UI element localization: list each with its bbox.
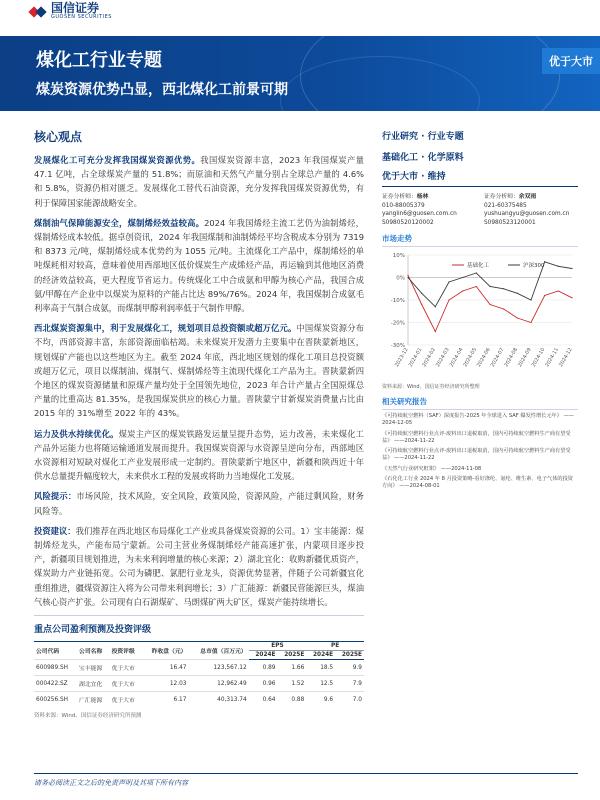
- report-category: 行业研究 · 行业专题: [382, 132, 464, 142]
- table-cell-eps1: 0.96: [249, 676, 278, 692]
- related-report-item[interactable]: 《可持续航空燃料行业点评-废料出口退税取消，国内可持续航空燃料生产商有望受益》 ——2024-11-22: [382, 430, 571, 444]
- paragraph-text: 市场风险，技术风险，安全风险，政策风险，资源风险，产能过剩风险，财务风险等。: [34, 491, 364, 516]
- market-trend-heading: 市场走势: [382, 233, 578, 247]
- industry-category: 基础化工 · 化学原料: [382, 153, 464, 163]
- x-tick-label: 2023-12: [394, 347, 410, 369]
- title-banner: [0, 36, 600, 111]
- table-body: [34, 660, 364, 708]
- table-cell-eps1: 0.64: [249, 692, 278, 708]
- table-row: [34, 692, 364, 708]
- analyst-license: S0980523120001: [484, 219, 536, 226]
- table-cell-name: 湖北宜化: [77, 676, 110, 692]
- table-source-note: 资料来源：Wind、国信证券经济研究所预测: [34, 713, 142, 720]
- analyst-email[interactable]: yushuangyu@guosen.com.cn: [484, 211, 570, 217]
- series-line-0: [408, 275, 572, 331]
- analyst-name: 杨林: [416, 194, 429, 200]
- data-point: [435, 331, 436, 332]
- investment-rating: 优于大市 · 维持: [382, 172, 446, 182]
- paragraph-lead: 投资建议：: [34, 525, 76, 536]
- table-cell-price: 12.03: [142, 676, 188, 692]
- paragraph: [34, 321, 364, 420]
- paragraph-lead: 运力及供水持续优化。: [34, 428, 119, 439]
- paragraph: [34, 489, 364, 517]
- x-tick-label: 2024-06: [476, 347, 492, 369]
- col-header-eps: EPS: [249, 642, 307, 651]
- chart-source-note: 资料来源：Wind、国信证券经济研究所整理: [382, 384, 480, 390]
- data-point: [435, 306, 436, 307]
- table-cell-code: 600989.SH: [34, 660, 77, 676]
- chart-svg: [382, 249, 578, 377]
- data-point: [476, 272, 477, 273]
- col-header-name: 公司名称: [77, 642, 110, 660]
- table-cell-rating: 优于大市: [110, 660, 143, 676]
- table-cell-pe2: 7.9: [335, 676, 364, 692]
- table-cell-pe2: 7.0: [335, 692, 364, 708]
- table-cell-eps1: 0.89: [249, 660, 278, 676]
- paragraph-text: 我们推荐在西北地区布局煤化工产业或具备煤炭资源的公司。1）宝丰能源：煤制烯烃龙头，产能布局宁蒙新。公司主营业务煤制烯烃产能高速扩张，内蒙项目逐步投产，新疆项目规划推进，为未来利润增量的核心来源；2）湖北宜化：收购新疆优质资产，煤炭助力产业链拓宽。公司为磷肥、氯肥行业龙头，资源优势显著，伴随子公司新疆宜化重组推进，疆煤资源注入将为公司带来利润增长；3）广汇能源：新疆民营能源巨头，煤油气核心资产扩张。公司现有白石湖煤矿、马朗煤矿两大矿区，煤炭产能持续增长。: [34, 525, 364, 607]
- divider: [382, 186, 578, 187]
- data-point: [476, 286, 477, 287]
- y-tick-label: -20%: [390, 320, 405, 327]
- rating-tag: 优于大市: [542, 48, 600, 74]
- logo-english-name: GUOSEN SECURITIES: [51, 14, 112, 20]
- forecast-table: [34, 641, 364, 707]
- col-header-eps-2025: 2025E: [278, 651, 307, 660]
- sidebar-info: [382, 131, 578, 494]
- data-point: [503, 288, 504, 289]
- company-logo: [30, 2, 112, 21]
- data-point: [571, 268, 572, 269]
- paragraph-text: 煤炭主产区的煤炭铁路发运量呈提升态势，运力改善，未来煤化工产品外运能力也将随运输通道发展而提升。我国煤炭资源与水资源呈逆向分布，西部地区水资源相对短缺对煤化工产业发展形成一定制约。晋陕蒙新宁地区中，新疆和陕西近十年供水总量提升幅度较大，未来供水工程的发展或将助力当地煤化工发展。: [34, 428, 364, 482]
- related-reports-heading: 相关研究报告: [382, 396, 578, 410]
- table-cell-pe1: 9.6: [306, 692, 335, 708]
- x-tick-label: 2024-03: [435, 347, 451, 369]
- related-report-item[interactable]: 《天然气行业研究框架》 ——2024-11-08: [382, 465, 482, 472]
- table-cell-code: 000422.SZ: [34, 676, 77, 692]
- x-tick-label: 2024-08: [503, 347, 520, 369]
- data-point: [517, 317, 518, 318]
- logo-mark-icon: [30, 5, 46, 19]
- related-report-item[interactable]: 《石化化工行业 2024 年 8 月投资策略-看好涤纶、氨纶、维生素、电子气体的投资方向》 ——2024-08-01: [382, 476, 573, 490]
- y-tick-label: 10%: [392, 253, 405, 259]
- paragraph-lead: 西北煤炭资源集中，利于发展煤化工，规划项目总投资额或超万亿元。: [34, 323, 297, 334]
- x-tick-label: 2024-01: [407, 347, 424, 369]
- col-header-price: 昨收盘（元）: [142, 642, 188, 660]
- table-cell-name: 广汇能源: [77, 692, 110, 708]
- analyst-license: S0980520120002: [382, 219, 434, 226]
- y-tick-label: -30%: [390, 343, 405, 349]
- analyst-name: 余双雨: [518, 194, 537, 200]
- col-header-pe: PE: [306, 642, 364, 651]
- col-header-code: 公司代码: [34, 642, 77, 660]
- analyst-card: [382, 193, 476, 227]
- table-cell-name: 宝丰能源: [77, 660, 110, 676]
- footer-divider: [34, 773, 578, 774]
- table-cell-mcap: 40,313.74: [188, 692, 248, 708]
- y-tick-label: 0%: [396, 275, 405, 282]
- analyst-phone: 021-60375485: [484, 202, 527, 209]
- table-cell-mcap: 12,962.49: [188, 676, 248, 692]
- data-point: [544, 295, 545, 296]
- table-title: 重点公司盈利预测及投资评级: [34, 625, 152, 636]
- data-point: [530, 322, 531, 323]
- analyst-label: 证券分析师：: [382, 194, 417, 200]
- logo-name: 国信证券: [51, 1, 100, 15]
- x-tick-label: 2024-10: [530, 347, 547, 369]
- x-tick-label: 2024-02: [421, 347, 438, 369]
- col-header-pe-2024: 2024E: [306, 651, 335, 660]
- report-title: 煤化工行业专题: [36, 50, 162, 71]
- disclaimer-note: 请务必阅读正文之后的免责声明及其项下所有内容: [34, 779, 188, 787]
- data-point: [407, 275, 408, 276]
- table-cell-pe1: 18.5: [306, 660, 335, 676]
- paragraph: [34, 427, 364, 484]
- paragraph-list: [34, 153, 364, 609]
- paragraph-text: 2024 年我国烯烃主流工艺仍为油制烯烃，煤制烯烃成本较低。据卓创资讯，2024 年我国煤制和油制烯烃平均含税成本分别为 7319 和 8373 元/吨，煤制烯烃成本优势约为 1055 元/吨。主流煤化工产品中，煤制烯烃的单吨煤耗相对较高，意味着使用西部地区低价煤炭生产成烯烃产品，再运输到其他地区消费的经济效益较高，更大程度节省运力。传统煤化工中合成氨和甲醇为核心产品，我国合成氨/甲醇在产企业中以煤炭为原料的产能占比达 89%/76%。2024 年，我国煤制合成氨毛利率高于气制合成氨，而煤制甲醇利润率低于气制作甲醇。: [34, 217, 364, 314]
- data-point: [489, 286, 490, 287]
- legend-label: 沪深300: [523, 263, 545, 269]
- x-tick-label: 2024-12: [558, 347, 574, 369]
- table-cell-eps2: 0.88: [278, 692, 307, 708]
- data-point: [517, 293, 518, 294]
- table-cell-mcap: 123,567.12: [188, 660, 248, 676]
- paragraph-lead: 风险提示：: [34, 491, 77, 502]
- x-tick-label: 2024-04: [448, 347, 465, 369]
- data-point: [462, 277, 463, 278]
- data-point: [489, 304, 490, 305]
- paragraph-lead: 发展煤化工可充分发挥我国煤炭资源优势。: [34, 155, 201, 165]
- related-reports-list: [382, 413, 578, 491]
- data-point: [462, 290, 463, 291]
- data-point: [571, 297, 572, 298]
- col-header-pe-2025: 2025E: [335, 651, 364, 660]
- data-point: [421, 293, 422, 294]
- table-cell-eps2: 1.66: [278, 660, 307, 676]
- table-cell-code: 600256.SH: [34, 692, 77, 708]
- table-row: [34, 660, 364, 676]
- x-tick-label: 2024-07: [489, 347, 506, 369]
- paragraph: [34, 153, 364, 210]
- paragraph: [34, 524, 364, 609]
- data-point: [558, 290, 559, 291]
- core-views-section: [34, 128, 364, 719]
- table-cell-pe1: 12.5: [306, 676, 335, 692]
- analyst-list: [382, 193, 578, 227]
- y-tick-label: -10%: [390, 298, 405, 304]
- related-report-item[interactable]: 《可持续航空燃料（SAF）深度报告-2025 年全球进入 SAF 爆发性增长元年》 ——2024-12-05: [382, 413, 574, 427]
- analyst-phone: 010-88005379: [382, 202, 425, 209]
- analyst-label: 证券分析师：: [484, 194, 519, 200]
- data-point: [407, 277, 408, 278]
- report-subtitle: 煤炭资源优势凸显，西北煤化工前景可期: [36, 82, 288, 98]
- paragraph: [34, 216, 364, 315]
- col-header-mcap: 总市值（百万元）: [188, 642, 248, 660]
- x-tick-label: 2024-05: [462, 347, 479, 369]
- table-cell-rating: 优于大市: [110, 676, 143, 692]
- col-header-eps-2024: 2024E: [249, 651, 278, 660]
- data-point: [558, 266, 559, 267]
- analyst-email[interactable]: yanglin6@guosen.com.cn: [382, 211, 457, 217]
- data-point: [421, 304, 422, 305]
- x-tick-label: 2024-11: [544, 347, 561, 369]
- table-cell-price: 16.47: [142, 660, 188, 676]
- data-point: [530, 299, 531, 300]
- market-trend-chart: [382, 249, 578, 381]
- data-point: [448, 299, 449, 300]
- col-header-rating: 投资评级: [110, 642, 143, 660]
- related-report-item[interactable]: 《可持续航空燃料行业点评-废料出口退税取消，国内可持续航空燃料生产商有望受益》 ——2024-11-22: [382, 448, 571, 462]
- analyst-card: [484, 193, 578, 227]
- paragraph-lead: 煤制油气保障能源安全，煤制烯烃效益较高。: [34, 217, 205, 228]
- table-cell-eps2: 1.52: [278, 676, 307, 692]
- table-cell-price: 6.17: [142, 692, 188, 708]
- data-point: [448, 281, 449, 282]
- paragraph-text: 中国煤炭资源分布不均，西部资源丰富，东部资源面临枯竭。未来煤炭开发潜力主要集中在晋陕蒙新地区，规划煤矿产能也以这些地区为主。截至 2024 年底，西北地区规划的煤化工项目总投资额或超万亿元，项目以煤制油、煤制气、煤制烯烃等主流现代煤化工产品为主。晋陕蒙新四个地区的煤炭资源储量和原煤产量均处于全国领先地位，2023 年合计产量占全国原煤总产量的比重高达 81.35%，是我国煤炭供应的核心力量。晋陕蒙宁甘新煤炭消费量占比由 2015 年的 31%增至 2022 年的 43%。: [34, 323, 364, 419]
- data-point: [503, 308, 504, 309]
- divider: [34, 615, 364, 616]
- table-cell-pe2: 9.9: [335, 660, 364, 676]
- paragraph-text: 我国煤炭资源丰富，2023 年我国煤炭产量 47.1 亿吨，占全球煤炭产量的 51.8%；而原油和天然气产量分别占全球总产量的 4.6%和 5.8%，资源仍相对匮乏。发展煤化工替代石油资源，充分发挥我国煤炭资源优势，有利于保障国家能源战略安全。: [34, 155, 364, 208]
- table-row: [34, 676, 364, 692]
- x-tick-label: 2024-09: [517, 347, 533, 369]
- section-heading: 核心观点: [34, 130, 83, 144]
- table-cell-rating: 优于大市: [110, 692, 143, 708]
- legend-label: 基础化工: [467, 263, 490, 269]
